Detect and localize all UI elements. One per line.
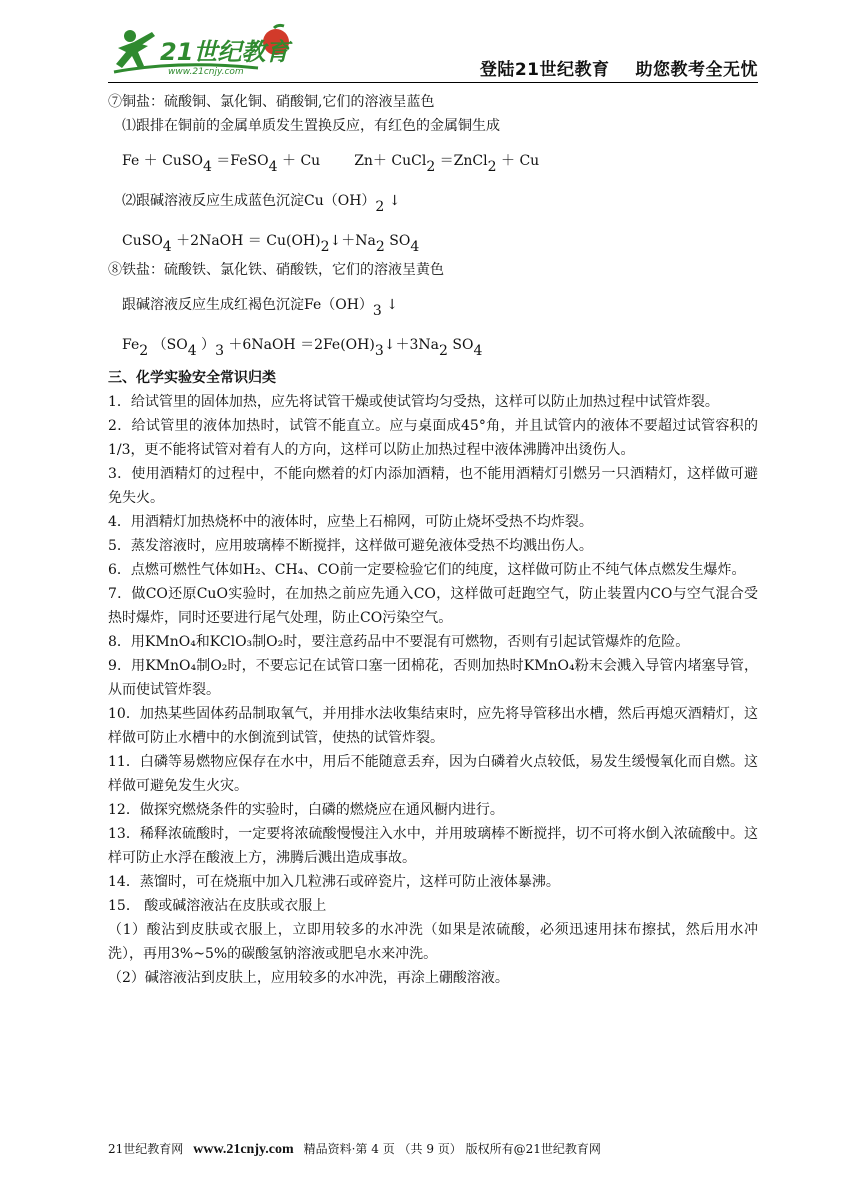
copper-eq1: Fe ＋ CuSO$_4$ ＝FeSO$_4$ ＋ Cu Zn＋ CuCl$_2$ ＝ZnCl$_2$ ＋ Cu <box>122 153 540 175</box>
page-footer <box>108 1140 758 1158</box>
footer-left: 21世纪教育网 <box>108 1142 184 1156</box>
footer-site-link[interactable]: www.21cnjy.com <box>193 1142 294 1157</box>
safety-item-7: 7．做CO还原CuO实验时，在加热之前应先通入CO，这样做可赶跑空气，防止装置内CO与空气混合受热时爆炸，同时还要进行尾气处理，防止CO污染空气。 <box>108 586 758 626</box>
header-divider <box>108 82 758 83</box>
safety-item-12: 12．做探究燃烧条件的实验时，白磷的燃烧应在通风橱内进行。 <box>108 802 504 818</box>
safety-item-13: 13．稀释浓硫酸时，一定要将浓硫酸慢慢注入水中，并用玻璃棒不断搅拌，切不可将水倒入浓硫酸中。这样可防止水浮在酸液上方，沸腾后溅出造成事故。 <box>108 826 758 866</box>
header-slogan <box>480 55 758 80</box>
safety-item-6: 6．点燃可燃性气体如H₂、CH₄、CO前一定要检验它们的纯度，这样做可防止不纯气体点燃发生爆炸。 <box>108 562 746 578</box>
safety-item-4: 4．用酒精灯加热烧杯中的液体时，应垫上石棉网，可防止烧坏受热不均炸裂。 <box>108 514 593 530</box>
safety-item-14: 14．蒸馏时，可在烧瓶中加入几粒沸石或碎瓷片，这样可防止液体暴沸。 <box>108 874 560 890</box>
footer-right: 精品资料·第 4 页 （共 9 页） 版权所有@21世纪教育网 <box>303 1142 601 1156</box>
copper-sub2: ⑵跟碱溶液反应生成蓝色沉淀$Cu(OH)_2$ ↓ <box>122 193 401 215</box>
safety-item-11: 11．白磷等易燃物应保存在水中，用后不能随意丢弃，因为白磷着火点较低，易发生缓慢氧化而自燃。这样做可避免发生火灾。 <box>108 754 758 794</box>
iron-title: ⑧铁盐：硫酸铁、氯化铁、硝酸铁，它们的溶液呈黄色 <box>108 262 444 278</box>
safety-item-5: 5．蒸发溶液时，应用玻璃棒不断搅拌，这样做可避免液体受热不均溅出伤人。 <box>108 538 593 554</box>
logo-graphic <box>108 22 348 80</box>
copper-title: ⑦铜盐：硫酸铜、氯化铜、硝酸铜,它们的溶液呈蓝色 <box>108 94 435 110</box>
safety-item-3: 3．使用酒精灯的过程中，不能向燃着的灯内添加酒精，也不能用酒精灯引燃另一只酒精灯，这样做可避免失火。 <box>108 466 758 506</box>
safety-item-9: 9．用KMnO₄制O₂时，不要忘记在试管口塞一团棉花，否则加热时KMnO₄粉末会溅入导管内堵塞导管，从而使试管炸裂。 <box>108 658 758 698</box>
safety-item-15-1: （1）酸沾到皮肤或衣服上，立即用较多的水冲洗（如果是浓硫酸，必须迅速用抹布擦拭，然后用水冲洗），再用3%~5%的碳酸氢钠溶液或肥皂水来冲洗。 <box>108 922 758 962</box>
logo-url: www.21cnjy.com <box>168 67 244 77</box>
safety-heading: 三、化学实验安全常识归类 <box>108 370 276 386</box>
safety-item-1: 1．给试管里的固体加热，应先将试管干燥或使试管均匀受热，这样可以防止加热过程中试管炸裂。 <box>108 394 719 410</box>
slogan-left: 登陆21世纪教育 <box>479 60 610 80</box>
safety-item-8: 8．用KMnO₄和KClO₃制O₂时，要注意药品中不要混有可燃物，否则有引起试管爆炸的危险。 <box>108 634 690 650</box>
safety-item-15: 15． 酸或碱溶液沾在皮肤或衣服上 <box>108 898 327 914</box>
logo <box>108 22 348 80</box>
safety-item-15-2: （2）碱溶液沾到皮肤上，应用较多的水冲洗，再涂上硼酸溶液。 <box>108 970 509 986</box>
safety-item-10: 10．加热某些固体药品制取氧气，并用排水法收集结束时，应先将导管移出水槽，然后再熄灭酒精灯，这样做可防止水槽中的水倒流到试管，使热的试管炸裂。 <box>108 706 758 746</box>
safety-item-2: 2．给试管里的液体加热时，试管不能直立。应与桌面成45°角，并且试管内的液体不要超过试管容积的1/3，更不能将试管对着有人的方向，这样可以防止加热过程中液体沸腾冲出烫伤人。 <box>108 418 758 458</box>
page-content <box>108 90 758 990</box>
copper-sub1: ⑴跟排在铜前的金属单质发生置换反应，有红色的金属铜生成 <box>122 118 500 134</box>
iron-eq1: $Fe_2$ （$SO_4$ ）$_3$ ＋6NaOH $=2Fe(OH)_3↓+3Na_2$ $SO_4$ <box>122 337 483 359</box>
copper-eq2: CuSO$_4$ ＋2NaOH ＝ $Cu(OH)_2↓+Na_2$ $SO_4$ <box>122 233 420 255</box>
slogan-right: 助您教考全无忧 <box>635 60 758 80</box>
iron-sub1: 跟碱溶液反应生成红褐色沉淀$Fe(OH)_3$ ↓ <box>122 297 399 319</box>
page-header <box>108 22 758 82</box>
logo-text: 21世纪教育 <box>160 38 290 66</box>
